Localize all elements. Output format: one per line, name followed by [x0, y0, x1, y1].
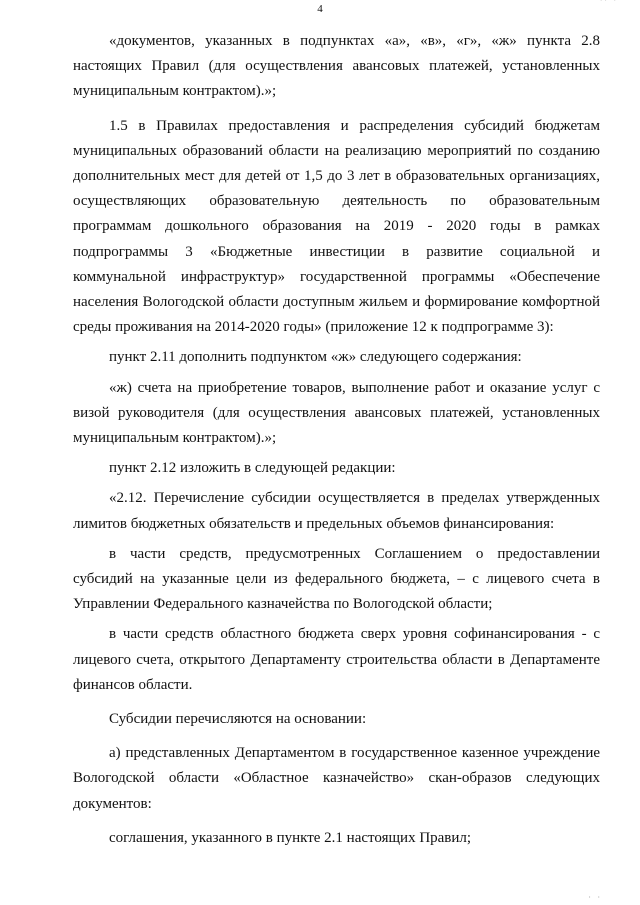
- paragraph: «документов, указанных в подпунктах «а», «в», «г», «ж» пункта 2.8 настоящих Правил (для осуществления авансовых платежей, установленных муниципальным контрактом).»;: [73, 33, 600, 100]
- paragraph: а) представленных Департаментом в государственное казенное учреждение Вологодской области «Областное казначейство» скан-образов следующих документов:: [73, 745, 600, 812]
- scan-artifact: · ·: [588, 893, 602, 902]
- scan-artifact: ·· ·: [599, 0, 618, 5]
- paragraph: в части средств областного бюджета сверх уровня софинансирования - с лицевого счета, открытого Департаменту строительства области в Департаменте финансов области.: [73, 626, 600, 693]
- paragraph: в части средств, предусмотренных Соглашением о предоставлении субсидий на указанные цели из федерального бюджета, – с лицевого счета в Управлении Федерального казначейства по Вологодской области;: [73, 545, 600, 613]
- paragraph: пункт 2.12 изложить в следующей редакции:: [109, 460, 396, 477]
- paragraph: 1.5 в Правилах предоставления и распределения субсидий бюджетам муниципальных образований области на реализацию мероприятий по созданию дополнительных мест для детей от 1,5 до 3 лет в образовательных организациях, осуществляющих образовательную деятельность по образовательным программам дошкольного образования на 2019 - 2020 годы в рамках подпрограммы 3 «Бюджетные инвестиции в развитие социальной и коммунальной инфраструктур» государственной программы «Обеспечение населения Вологодской области доступным жильем и формирование комфортной среды проживания на 2014-2020 годы» (приложение 12 к подпрограмме 3):: [73, 117, 600, 336]
- page-number: 4: [317, 3, 323, 15]
- document-body: [73, 29, 600, 851]
- paragraph: «2.12. Перечисление субсидии осуществляется в пределах утвержденных лимитов бюджетных обязательств и предельных объемов финансирования:: [73, 490, 600, 532]
- paragraph: пункт 2.11 дополнить подпунктом «ж» следующего содержания:: [109, 349, 522, 366]
- paragraph: Субсидии перечисляются на основании:: [109, 711, 367, 728]
- paragraph: соглашения, указанного в пункте 2.1 настоящих Правил;: [109, 829, 472, 846]
- paragraph: «ж) счета на приобретение товаров, выполнение работ и оказание услуг с визой руководителя (для осуществления авансовых платежей, установленных муниципальным контрактом).»;: [73, 379, 600, 447]
